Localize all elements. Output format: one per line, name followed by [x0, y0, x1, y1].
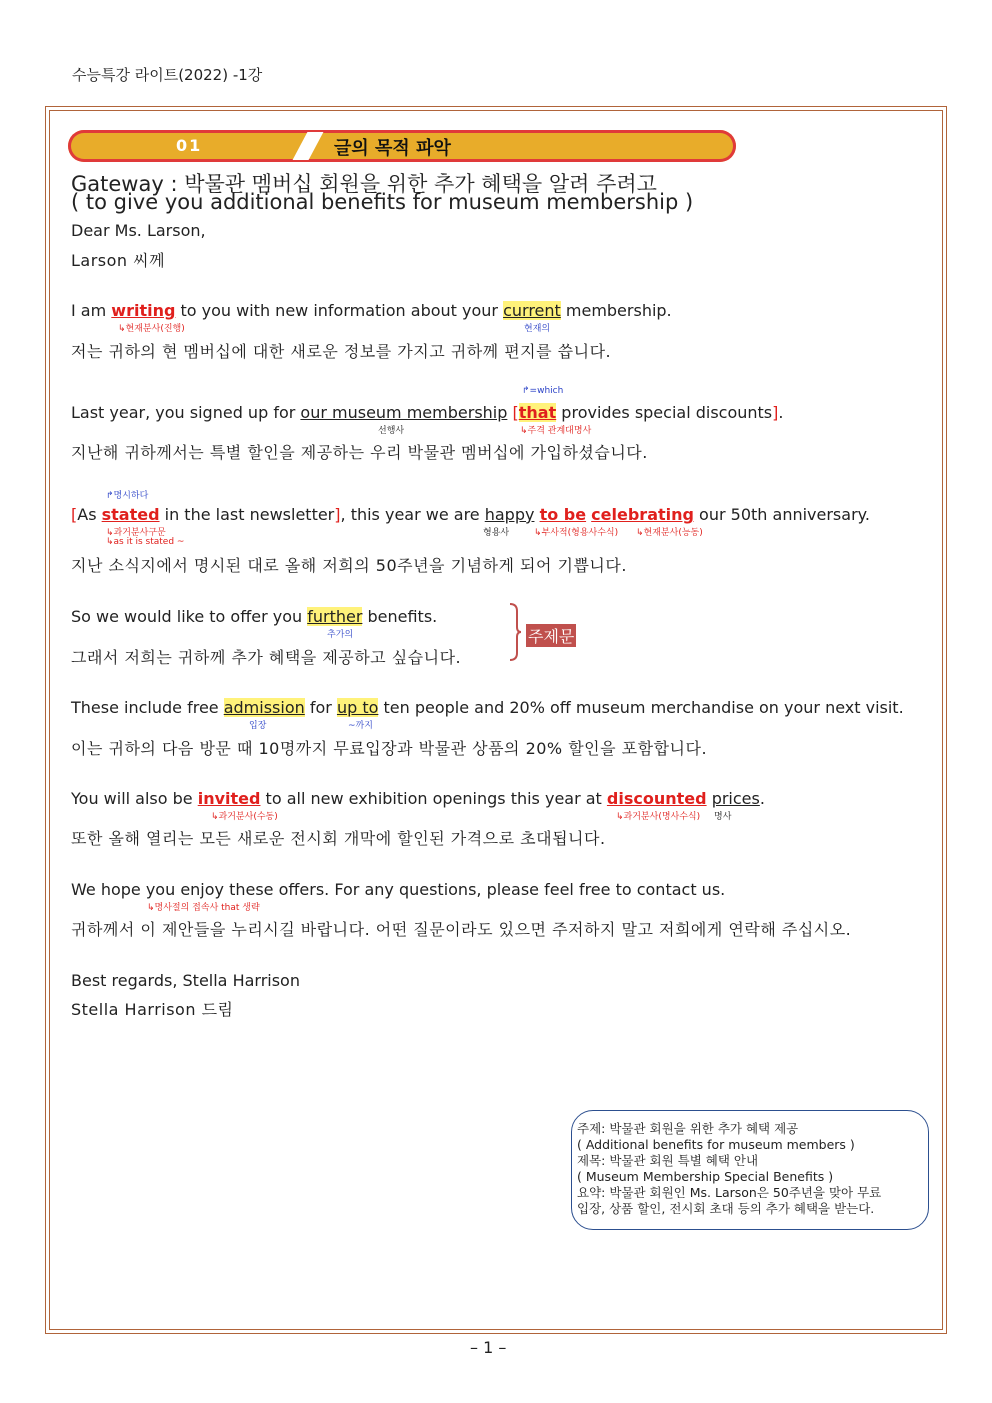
antecedent-phrase: our museum membership: [300, 403, 508, 422]
sentence-5-ko: 이는 귀하의 다음 방문 때 10명까지 무료입장과 박물관 상품의 20% 할인을 포함합니다.: [71, 739, 708, 758]
summary-abstract-1: 요약: 박물관 회원인 Ms. Larson은 50주년을 맞아 무료: [577, 1185, 882, 1200]
note-as-it: ↳as it is stated ~: [106, 537, 185, 547]
note-current: 현재의: [524, 324, 551, 334]
greeting-ko: Larson 씨께: [71, 251, 166, 270]
summary-topic: 주제: 박물관 회원을 위한 추가 혜택 제공: [577, 1121, 799, 1136]
note-up-to: ~까지: [348, 721, 373, 731]
sentence-7-ko: 귀하께서 이 제안들을 누리시길 바랍니다. 어떤 질문이라도 있으면 주저하지 말고 저희에게 연락해 주십시오.: [71, 920, 852, 939]
keyword-invited: invited: [197, 789, 261, 808]
sentence-3-ko: 지난 소식지에서 명시된 대로 올해 저희의 50주년을 기념하게 되어 기쁩니다.: [71, 556, 627, 575]
note-infinitive: ↳부사적(형용사수식): [534, 528, 619, 538]
sentence-4-en: So we would like to offer you further benefits.: [71, 607, 438, 626]
note-noun: 명사: [714, 812, 732, 822]
note-which: ↱=which: [522, 386, 564, 396]
sentence-2-en: Last year, you signed up for our museum membership [that provides special discounts].: [71, 403, 784, 422]
note-discounted: ↳과거분사(명사수식): [616, 812, 701, 822]
sentence-5-en: These include free admission for up to ten people and 20% off museum merchandise on your next visit.: [71, 698, 904, 717]
banner-title: 글의 목적 파악: [334, 138, 451, 159]
sentence-6-en: You will also be invited to all new exhibition openings this year at discounted prices.: [71, 789, 765, 808]
keyword-up-to: up to: [336, 698, 379, 717]
sentence-7-en: We hope you enjoy these offers. For any questions, please feel free to contact us.: [71, 880, 726, 899]
keyword-writing: writing: [111, 301, 176, 320]
keyword-celebrating: celebrating: [591, 505, 694, 524]
note-admission: 입장: [249, 721, 267, 731]
note-further: 추가의: [327, 630, 354, 640]
page-header: 수능특강 라이트(2022) -1강: [72, 66, 263, 84]
keyword-prices: prices: [711, 789, 760, 808]
keyword-that: that: [518, 403, 557, 422]
note-participle: ↳과거분사구문: [106, 528, 166, 538]
greeting-en: Dear Ms. Larson,: [71, 221, 206, 240]
sentence-2-ko: 지난해 귀하께서는 특별 할인을 제공하는 우리 박물관 멤버십에 가입하셨습니다.: [71, 443, 648, 462]
gateway-subtitle: ( to give you additional benefits for museum membership ): [71, 190, 694, 214]
closing-en: Best regards, Stella Harrison: [71, 971, 300, 990]
section-banner: [68, 130, 736, 162]
gateway-title: Gateway : 박물관 멤버십 회원을 위한 추가 혜택을 알려 주려고: [71, 172, 657, 196]
summary-title-en: ( Museum Membership Special Benefits ): [577, 1169, 834, 1184]
note-progressive: ↳현재분사(능동): [636, 528, 703, 538]
sentence-6-ko: 또한 올해 열리는 모든 새로운 전시회 개막에 할인된 가격으로 초대됩니다.: [71, 829, 606, 848]
sentence-3-en: [As stated in the last newsletter], this year we are happy to be celebrating our 50th anniversary.: [71, 505, 870, 524]
keyword-discounted: discounted: [606, 789, 707, 808]
sentence-4-ko: 그래서 저희는 귀하께 추가 혜택을 제공하고 싶습니다.: [71, 648, 462, 667]
keyword-happy: happy: [484, 505, 535, 524]
summary-topic-en: ( Additional benefits for museum members ): [577, 1137, 855, 1152]
note-antecedent: 선행사: [378, 426, 405, 436]
keyword-stated: stated: [101, 505, 160, 524]
note-adjective: 형용사: [483, 528, 510, 538]
keyword-further: further: [307, 607, 363, 626]
note-that-omitted: ↳명사절의 접속사 that 생략: [147, 903, 260, 913]
summary-title: 제목: 박물관 회원 특별 혜택 안내: [577, 1153, 759, 1168]
closing-ko: Stella Harrison 드림: [71, 1000, 234, 1019]
sentence-1-en: I am writing to you with new information about your current membership.: [71, 301, 672, 320]
note-invited: ↳과거분사(수동): [211, 812, 278, 822]
note-writing: ↳현재분사(진행): [118, 324, 185, 334]
keyword-current: current: [503, 301, 561, 320]
topic-brace: [508, 603, 522, 661]
summary-abstract-2: 입장, 상품 할인, 전시회 초대 등의 추가 혜택을 받는다.: [577, 1201, 875, 1216]
sentence-1-ko: 저는 귀하의 현 멤버십에 대한 새로운 정보를 가지고 귀하께 편지를 씁니다.: [71, 342, 612, 361]
note-relative: ↳주격 관계대명사: [520, 426, 592, 436]
summary-box: [571, 1110, 929, 1230]
topic-sentence-tag: 주제문: [526, 624, 576, 647]
note-state: ↱명시하다: [106, 491, 149, 501]
keyword-to-be: to be: [539, 505, 587, 524]
page-number: – 1 –: [470, 1338, 507, 1357]
keyword-admission: admission: [223, 698, 305, 717]
banner-number: 01: [176, 136, 203, 155]
